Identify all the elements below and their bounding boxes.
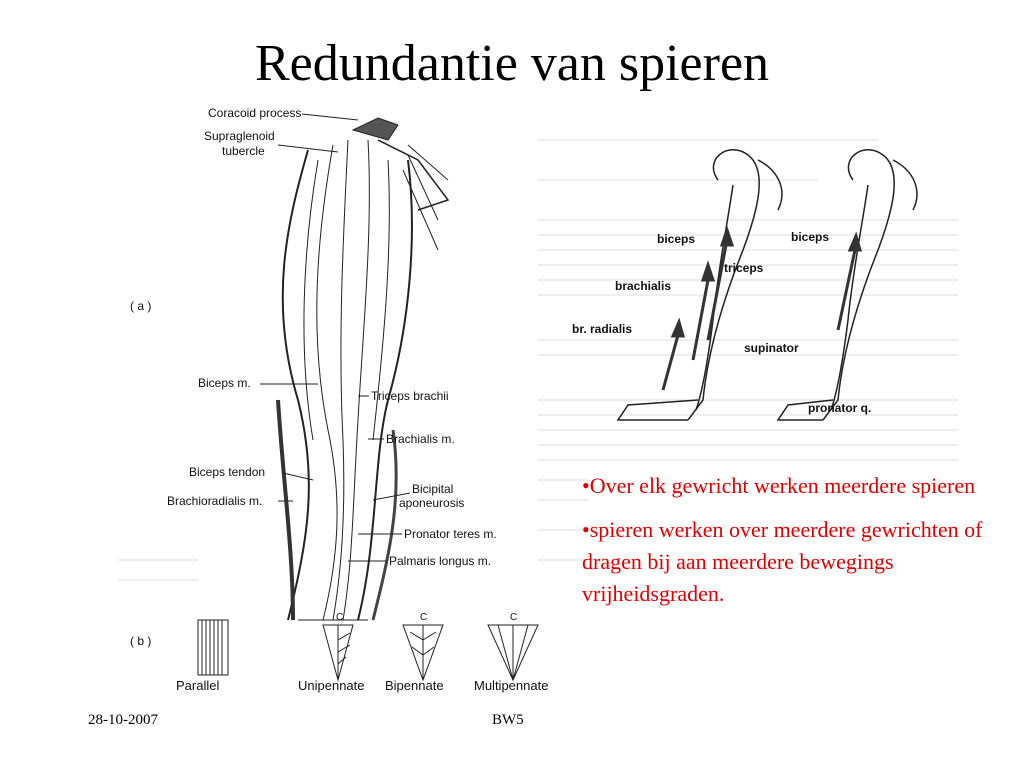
label-biceps-right: biceps	[791, 230, 830, 244]
unipennate-diagram	[323, 625, 353, 680]
label-biceps-tendon: Biceps tendon	[189, 465, 266, 479]
label-aponeurosis: aponeurosis	[399, 496, 465, 510]
slide-title: Redundantie van spieren	[254, 35, 770, 92]
label-biceps-left: biceps	[657, 232, 696, 246]
label-parallel: Parallel	[176, 678, 220, 693]
bipennate-diagram	[403, 625, 443, 680]
bullet-list	[582, 470, 1012, 622]
label-supraglenoid: Supraglenoid	[204, 129, 275, 143]
label-multipennate: Multipennate	[474, 678, 549, 693]
label-leader-lines	[260, 114, 410, 561]
label-bicipital: Bicipital	[412, 482, 454, 496]
label-brachioradialis: Brachioradialis m.	[167, 494, 263, 508]
bullet-item: •spieren werken over meerdere gewrichten of dragen bij aan meerdere bewegings vrijheidsgraden.	[582, 517, 983, 606]
label-unipennate: Unipennate	[298, 678, 365, 693]
label-triceps: triceps	[724, 261, 764, 275]
label-panel-a: ( a )	[130, 299, 152, 313]
label-biceps-m: Biceps m.	[198, 376, 251, 390]
parallel-muscle-diagram	[198, 620, 228, 675]
label-c-multipennate: C	[510, 612, 518, 623]
label-brachialis-m: Brachialis m.	[386, 432, 455, 446]
label-coracoid-process: Coracoid process	[208, 106, 302, 120]
label-palmaris-longus: Palmaris longus m.	[389, 554, 492, 568]
muscle-arrows	[663, 230, 860, 390]
label-bipennate: Bipennate	[385, 678, 444, 693]
label-pronator-q: pronator q.	[808, 401, 872, 415]
label-brachialis: brachialis	[615, 279, 672, 293]
label-triceps-brachii: Triceps brachii	[371, 389, 449, 403]
bullet-item: •Over elk gewricht werken meerdere spieren	[582, 473, 976, 498]
multipennate-diagram	[488, 625, 538, 680]
label-tubercle: tubercle	[222, 144, 265, 158]
label-panel-b: ( b )	[130, 634, 152, 648]
label-c-unipennate: C	[336, 612, 344, 623]
footer-code: BW5	[492, 712, 524, 728]
arm-muscle-drawing	[278, 118, 448, 620]
label-supinator: supinator	[744, 341, 799, 355]
label-pronator-teres: Pronator teres m.	[404, 527, 497, 541]
label-br-radialis: br. radialis	[572, 322, 633, 336]
footer-date: 28-10-2007	[88, 712, 158, 728]
label-c-bipennate: C	[420, 612, 428, 623]
